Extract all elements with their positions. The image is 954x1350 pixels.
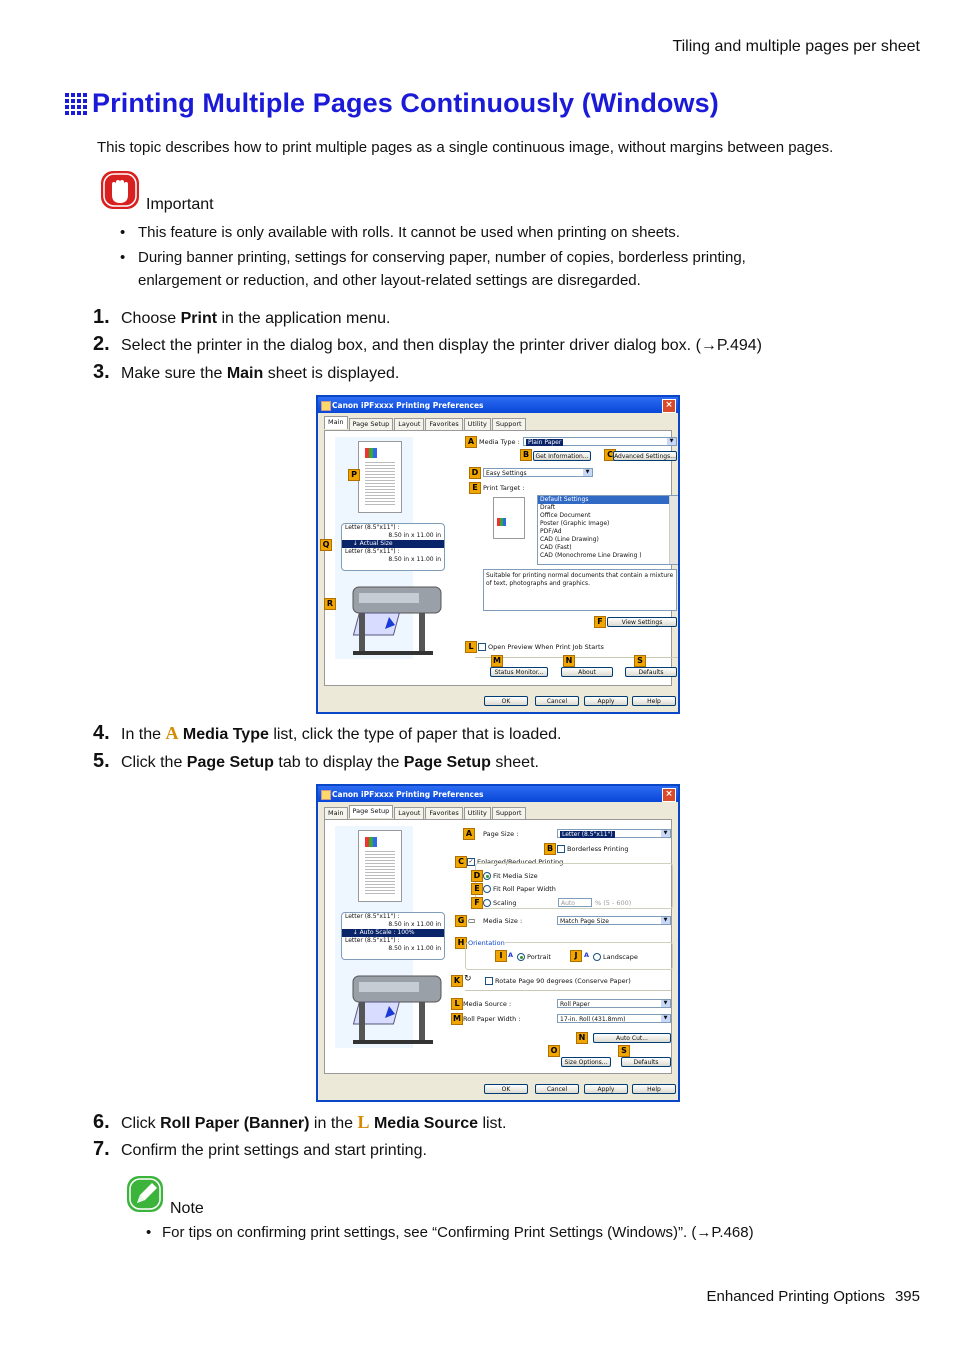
callout-s: S xyxy=(634,655,646,667)
chevron-down-icon: ▼ xyxy=(583,469,592,476)
page-title xyxy=(65,88,719,119)
chevron-down-icon: ▼ xyxy=(661,1015,670,1022)
tab-utility[interactable]: Utility xyxy=(464,418,491,431)
ok-button[interactable]: OK xyxy=(484,696,528,706)
callout-h: H xyxy=(455,937,467,949)
printing-preferences-dialog-page-setup xyxy=(316,784,680,1102)
size-options-button[interactable]: Size Options... xyxy=(561,1057,611,1067)
callout-j: J xyxy=(570,950,582,962)
page-number: 395 xyxy=(894,1288,920,1305)
media-source-select[interactable]: Roll Paper ▼ xyxy=(557,999,671,1008)
callout-a: A xyxy=(465,436,477,448)
help-button[interactable]: Help xyxy=(632,696,676,706)
callout-p: P xyxy=(348,469,360,481)
page-size-label: Page Size : xyxy=(483,830,519,838)
callout-e: E xyxy=(471,883,483,895)
step-3: 3. Make sure the Main sheet is displayed. xyxy=(93,361,400,383)
defaults-button[interactable]: Defaults xyxy=(621,1057,671,1067)
callout-f: F xyxy=(594,616,606,628)
large-format-printer-icon xyxy=(339,966,445,1050)
image-thumbnail-icon xyxy=(365,837,377,847)
enlarged-reduced-checkbox[interactable]: ✓ Enlarged/Reduced Printing xyxy=(468,858,564,866)
callout-r: R xyxy=(324,598,336,610)
media-type-select[interactable]: Plain Paper ▼ xyxy=(523,437,677,446)
print-target-label: Print Target : xyxy=(483,484,525,492)
tab-utility[interactable]: Utility xyxy=(464,807,491,820)
apply-button[interactable]: Apply xyxy=(584,1084,628,1094)
running-header: Tiling and multiple pages per sheet xyxy=(672,38,920,55)
callout-b: B xyxy=(520,449,532,461)
step-6: 6. Click Roll Paper (Banner) in the L Media Source list. xyxy=(93,1111,507,1133)
footer-section: Enhanced Printing Options xyxy=(706,1288,885,1305)
list-item[interactable]: CAD (Monochrome Line Drawing ) xyxy=(540,552,642,559)
status-monitor-button[interactable]: Status Monitor... xyxy=(490,667,548,677)
callout-d: D xyxy=(469,467,481,479)
apply-button[interactable]: Apply xyxy=(584,696,628,706)
callout-c: C xyxy=(604,449,616,461)
callout-marker-l: L xyxy=(357,1112,370,1132)
open-preview-checkbox[interactable]: Open Preview When Print Job Starts xyxy=(478,643,604,651)
list-item[interactable]: Draft xyxy=(540,504,556,511)
callout-n: N xyxy=(563,655,575,667)
callout-marker-a: A xyxy=(165,723,179,743)
scaling-radio[interactable]: Scaling xyxy=(483,899,517,907)
callout-o: O xyxy=(548,1045,560,1057)
scrollbar[interactable] xyxy=(669,496,678,564)
step-5: 5. Click the Page Setup tab to display the Page Setup sheet. xyxy=(93,750,539,772)
scaling-input[interactable]: Auto xyxy=(558,898,592,907)
defaults-button[interactable]: Defaults xyxy=(625,667,677,677)
callout-l: L xyxy=(465,641,477,653)
tab-main[interactable]: Main xyxy=(324,807,348,820)
landscape-icon: A xyxy=(584,951,590,959)
callout-k: K xyxy=(451,975,463,987)
callout-m: M xyxy=(491,655,503,667)
stop-hand-icon xyxy=(100,170,140,210)
tab-favorites[interactable]: Favorites xyxy=(425,418,462,431)
description-box: Suitable for printing normal documents that contain a mixture of text, photographs and graphics. xyxy=(483,569,677,611)
rotate-page-icon: ↻ xyxy=(464,974,472,984)
main-sheet-panel xyxy=(324,430,676,686)
size-info-box: Letter (8.5"x11") : 8.50 in x 11.00 in ↓ Actual Size Letter (8.5"x11") : 8.50 in x 11.00 in xyxy=(341,523,445,571)
callout-n: N xyxy=(576,1032,588,1044)
roll-paper-width-select[interactable]: 17-in. Roll (431.8mm) ▼ xyxy=(557,1014,671,1023)
printing-preferences-dialog-main xyxy=(316,395,680,714)
media-source-label: Media Source : xyxy=(463,1000,512,1008)
page-preview xyxy=(358,441,402,513)
ok-button[interactable]: OK xyxy=(484,1084,528,1094)
tab-page-setup[interactable]: Page Setup xyxy=(349,418,394,431)
dialog-title-bar: Canon iPFxxxx Printing Preferences × xyxy=(318,786,678,802)
page-icon: ▭ xyxy=(468,916,476,925)
chevron-down-icon: ▼ xyxy=(667,438,676,445)
callout-s: S xyxy=(618,1045,630,1057)
media-size-select[interactable]: Match Page Size ▼ xyxy=(557,916,671,925)
tab-page-setup[interactable]: Page Setup xyxy=(349,805,394,818)
media-size-label: Media Size : xyxy=(483,917,523,925)
rotate-page-checkbox[interactable]: Rotate Page 90 degrees (Conserve Paper) xyxy=(485,977,631,985)
size-info-box: Letter (8.5"x11") : 8.50 in x 11.00 in ↓ Auto Scale : 100% Letter (8.5"x11") : 8.50 in x 11.00 in xyxy=(341,912,445,960)
fit-roll-width-radio[interactable]: Fit Roll Paper Width xyxy=(483,885,556,893)
page-footer xyxy=(707,1288,920,1305)
page-preview xyxy=(358,830,402,902)
preview-area xyxy=(335,826,441,1048)
cancel-button[interactable]: Cancel xyxy=(535,1084,579,1094)
list-item[interactable]: Office Document xyxy=(540,512,591,519)
callout-e: E xyxy=(469,482,481,494)
borderless-checkbox[interactable]: Borderless Printing xyxy=(557,845,628,853)
callout-i: I xyxy=(495,950,507,962)
printer-icon xyxy=(321,401,331,411)
callout-l: L xyxy=(451,998,463,1010)
list-item[interactable]: Poster (Graphic Image) xyxy=(540,520,610,527)
callout-m: M xyxy=(451,1013,463,1025)
callout-a: A xyxy=(463,828,475,840)
tab-layout[interactable]: Layout xyxy=(394,418,424,431)
close-icon[interactable]: × xyxy=(662,788,676,802)
note-label: Note xyxy=(170,1200,204,1217)
tab-support[interactable]: Support xyxy=(492,807,526,820)
tab-main[interactable]: Main xyxy=(324,416,348,429)
callout-q: Q xyxy=(320,539,332,551)
intro-text: This topic describes how to print multiple pages as a single continuous image, without margins between pages. xyxy=(97,139,834,156)
callout-d: D xyxy=(471,870,483,882)
target-preview-icon xyxy=(493,497,525,539)
roll-paper-width-label: Roll Paper Width : xyxy=(463,1015,521,1023)
callout-g: G xyxy=(455,915,467,927)
easy-settings-select[interactable]: Easy Settings ▼ xyxy=(483,468,593,477)
list-item[interactable]: Default Settings xyxy=(538,496,678,504)
callout-f: F xyxy=(471,897,483,909)
important-list xyxy=(120,221,840,294)
list-item: • During banner printing, settings for conserving paper, number of copies, borderless printing, xyxy=(120,249,746,266)
fit-media-size-radio[interactable]: Fit Media Size xyxy=(483,872,538,880)
grid-icon xyxy=(65,93,87,115)
page-title-text: Printing Multiple Pages Continuously (Windows) xyxy=(92,88,719,118)
scaling-range: % (5 - 600) xyxy=(595,899,632,907)
portrait-radio[interactable]: Portrait xyxy=(517,953,551,961)
portrait-icon: A xyxy=(508,951,514,959)
close-icon[interactable]: × xyxy=(662,399,676,413)
note-list xyxy=(146,1224,754,1243)
get-information-button[interactable]: Get Information... xyxy=(533,451,591,461)
list-item: • This feature is only available with rolls. It cannot be used when printing on sheets. xyxy=(120,224,680,241)
list-item: • For tips on confirming print settings, see “Confirming Print Settings (Windows)”. (→P.468) xyxy=(146,1224,754,1241)
tab-favorites[interactable]: Favorites xyxy=(425,807,462,820)
print-target-list[interactable] xyxy=(537,495,679,565)
list-item[interactable]: CAD (Fast) xyxy=(540,544,572,551)
media-type-label: Media Type : xyxy=(479,438,520,446)
image-thumbnail-icon xyxy=(365,448,377,458)
list-item-continuation: enlargement or reduction, and other layout-related settings are disregarded. xyxy=(138,272,641,289)
callout-c: C xyxy=(455,856,467,868)
preview-area xyxy=(335,437,441,659)
page-setup-sheet-panel xyxy=(324,819,672,1074)
list-item[interactable]: PDF/Ad xyxy=(540,528,562,535)
important-label: Important xyxy=(146,196,214,213)
page-size-select[interactable]: Letter (8.5"x11") ▼ xyxy=(557,829,671,838)
cancel-button[interactable]: Cancel xyxy=(535,696,579,706)
list-item[interactable]: CAD (Line Drawing) xyxy=(540,536,599,543)
about-button[interactable]: About xyxy=(561,667,613,677)
tab-support[interactable]: Support xyxy=(492,418,526,431)
chevron-down-icon: ▼ xyxy=(661,917,670,924)
step-7: 7. Confirm the print settings and start printing. xyxy=(93,1138,427,1160)
advanced-settings-button[interactable]: Advanced Settings... xyxy=(614,453,676,460)
callout-b: B xyxy=(544,843,556,855)
printer-icon xyxy=(321,790,331,800)
dialog-title-bar: Canon iPFxxxx Printing Preferences × xyxy=(318,397,678,413)
step-2: 2. Select the printer in the dialog box, and then display the printer driver dialog box. (→P.494) xyxy=(93,333,762,355)
auto-cut-button[interactable]: Auto Cut... xyxy=(593,1033,671,1043)
large-format-printer-icon xyxy=(339,577,445,661)
chevron-down-icon: ▼ xyxy=(661,830,670,837)
pencil-note-icon xyxy=(126,1175,164,1213)
tab-layout[interactable]: Layout xyxy=(394,807,424,820)
view-settings-button[interactable]: View Settings xyxy=(607,617,677,627)
step-4: 4. In the A Media Type list, click the type of paper that is loaded. xyxy=(93,722,562,744)
help-button[interactable]: Help xyxy=(632,1084,676,1094)
step-1: 1. Choose Print in the application menu. xyxy=(93,306,391,328)
chevron-down-icon: ▼ xyxy=(661,1000,670,1007)
orientation-label: Orientation xyxy=(468,939,505,947)
landscape-radio[interactable]: Landscape xyxy=(593,953,638,961)
